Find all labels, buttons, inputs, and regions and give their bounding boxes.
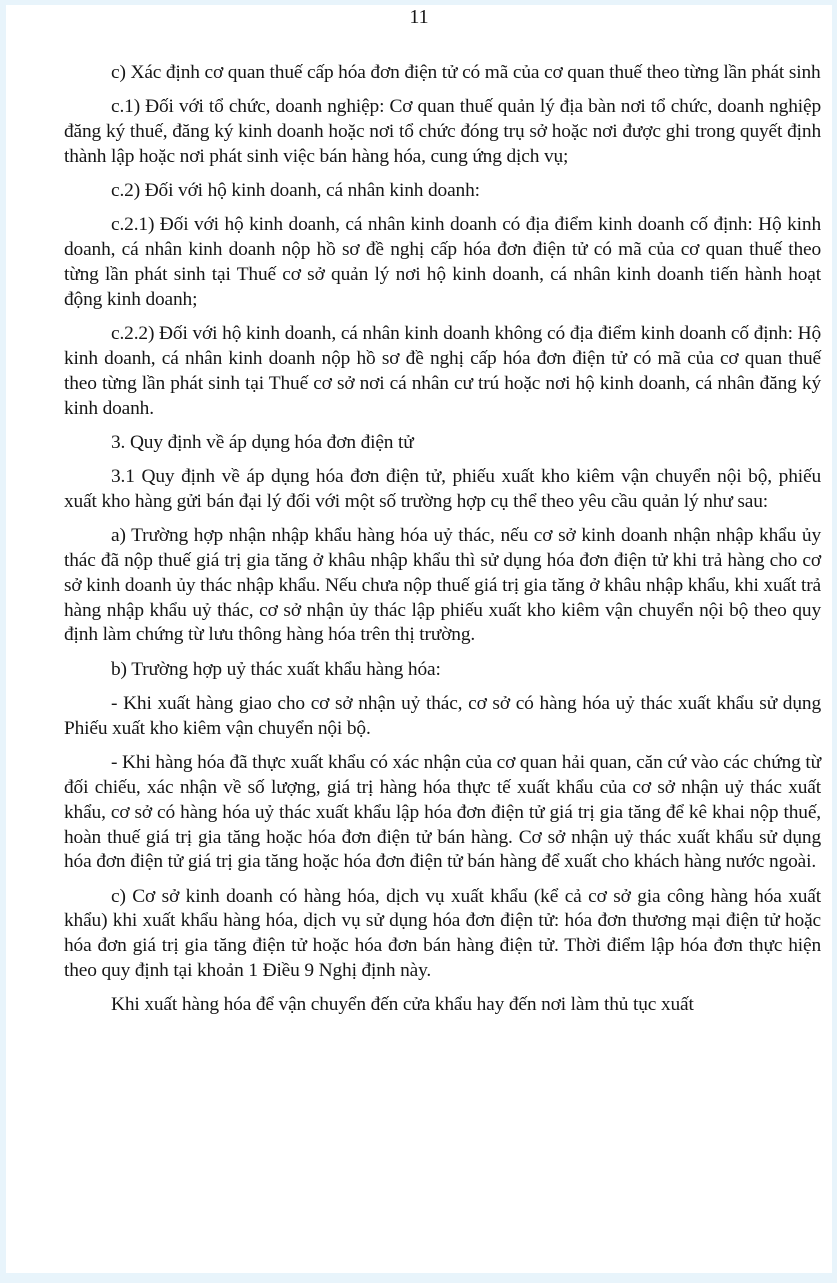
paragraph-b-export-entrustment: b) Trường hợp uỷ thác xuất khẩu hàng hóa:	[111, 658, 441, 680]
document-page	[6, 5, 832, 1273]
paragraph-c2-households: c.2) Đối với hộ kinh doanh, cá nhân kinh doanh:	[111, 180, 480, 202]
paragraph-b-bullet-1: - Khi xuất hàng giao cho cơ sở nhận uỷ thác, cơ sở có hàng hóa uỷ thác xuất khẩu sử dụng Phiếu xuất kho kiêm vận chuyển nội bộ.	[64, 693, 821, 739]
paragraph-b-bullet-2: - Khi hàng hóa đã thực xuất khẩu có xác nhận của cơ quan hải quan, căn cứ vào các chứng từ đối chiếu, xác nhận về số lượng, giá trị hàng hóa thực tế xuất khẩu của cơ sở nhận uỷ thác xuất khẩu, cơ sở có hàng hóa uỷ thác xuất khẩu lập hóa đơn điện tử giá trị gia tăng để kê khai nộp thuế, hoàn thuế giá trị gia tăng hoặc hóa đơn điện tử bán hàng. Cơ sở nhận uỷ thác xuất khẩu sử dụng hóa đơn điện tử giá trị gia tăng hoặc hóa đơn điện tử bán hàng để xuất cho khách hàng nước ngoài.	[64, 752, 821, 873]
paragraph-export-transport: Khi xuất hàng hóa để vận chuyển đến cửa khẩu hay đến nơi làm thủ tục xuất	[111, 994, 694, 1016]
paragraph-c1-organizations: c.1) Đối với tổ chức, doanh nghiệp: Cơ quan thuế quản lý địa bàn nơi tổ chức, doanh nghiệp đăng ký thuế, đăng ký kinh doanh hoặc nơi tổ chức đóng trụ sở hoặc nơi được ghi trong quyết định thành lập hoặc nơi phát sinh việc bán hàng hóa, cung ứng dịch vụ;	[64, 96, 821, 167]
paragraph-c21-fixed-location: c.2.1) Đối với hộ kinh doanh, cá nhân kinh doanh có địa điểm kinh doanh cố định: Hộ kinh doanh, cá nhân kinh doanh nộp hồ sơ đề nghị cấp hóa đơn điện tử có mã của cơ quan thuế theo từng lần phát sinh tại Thuế cơ sở quản lý nơi hộ kinh doanh, cá nhân kinh doanh tiến hành hoạt động kinh doanh;	[64, 214, 821, 310]
paragraph-c-export-goods: c) Cơ sở kinh doanh có hàng hóa, dịch vụ xuất khẩu (kể cả cơ sở gia công hàng hóa xuất khẩu) khi xuất khẩu hàng hóa, dịch vụ sử dụng hóa đơn điện tử: hóa đơn thương mại điện tử hoặc hóa đơn giá trị gia tăng điện tử hoặc hóa đơn bán hàng điện tử. Thời điểm lập hóa đơn thực hiện theo quy định tại khoản 1 Điều 9 Nghị định này.	[64, 885, 821, 981]
section-heading-3: 3. Quy định về áp dụng hóa đơn điện tử	[111, 431, 414, 453]
document-body	[64, 61, 821, 1028]
paragraph-c-determine-tax-authority: c) Xác định cơ quan thuế cấp hóa đơn điện tử có mã của cơ quan thuế theo từng lần phát sinh	[111, 62, 821, 83]
paragraph-a-import-entrustment: a) Trường hợp nhận nhập khẩu hàng hóa uỷ thác, nếu cơ sở kinh doanh nhận nhập khẩu ủy thác đã nộp thuế giá trị gia tăng ở khâu nhập khẩu thì sử dụng hóa đơn điện tử khi trả hàng cho cơ sở kinh doanh ủy thác nhập khẩu. Nếu chưa nộp thuế giá trị gia tăng ở khâu nhập khẩu, khi xuất trả hàng nhập khẩu uỷ thác, cơ sở nhận ủy thác lập phiếu xuất kho kiêm vận chuyển nội bộ theo quy định làm chứng từ lưu thông hàng hóa trên thị trường.	[64, 525, 821, 646]
paragraph-c22-no-fixed-location: c.2.2) Đối với hộ kinh doanh, cá nhân kinh doanh không có địa điểm kinh doanh cố định: Hộ kinh doanh, cá nhân kinh doanh nộp hồ sơ đề nghị cấp hóa đơn điện tử có mã của cơ quan thuế theo từng lần phát sinh tại Thuế cơ sở nơi cá nhân cư trú hoặc nơi hộ kinh doanh, cá nhân đăng ký kinh doanh.	[64, 323, 821, 419]
paragraph-3-1: 3.1 Quy định về áp dụng hóa đơn điện tử, phiếu xuất kho kiêm vận chuyển nội bộ, phiếu xuất kho hàng gửi bán đại lý đối với một số trường hợp cụ thể theo yêu cầu quản lý như sau:	[64, 466, 821, 512]
page-number: 11	[409, 6, 429, 28]
